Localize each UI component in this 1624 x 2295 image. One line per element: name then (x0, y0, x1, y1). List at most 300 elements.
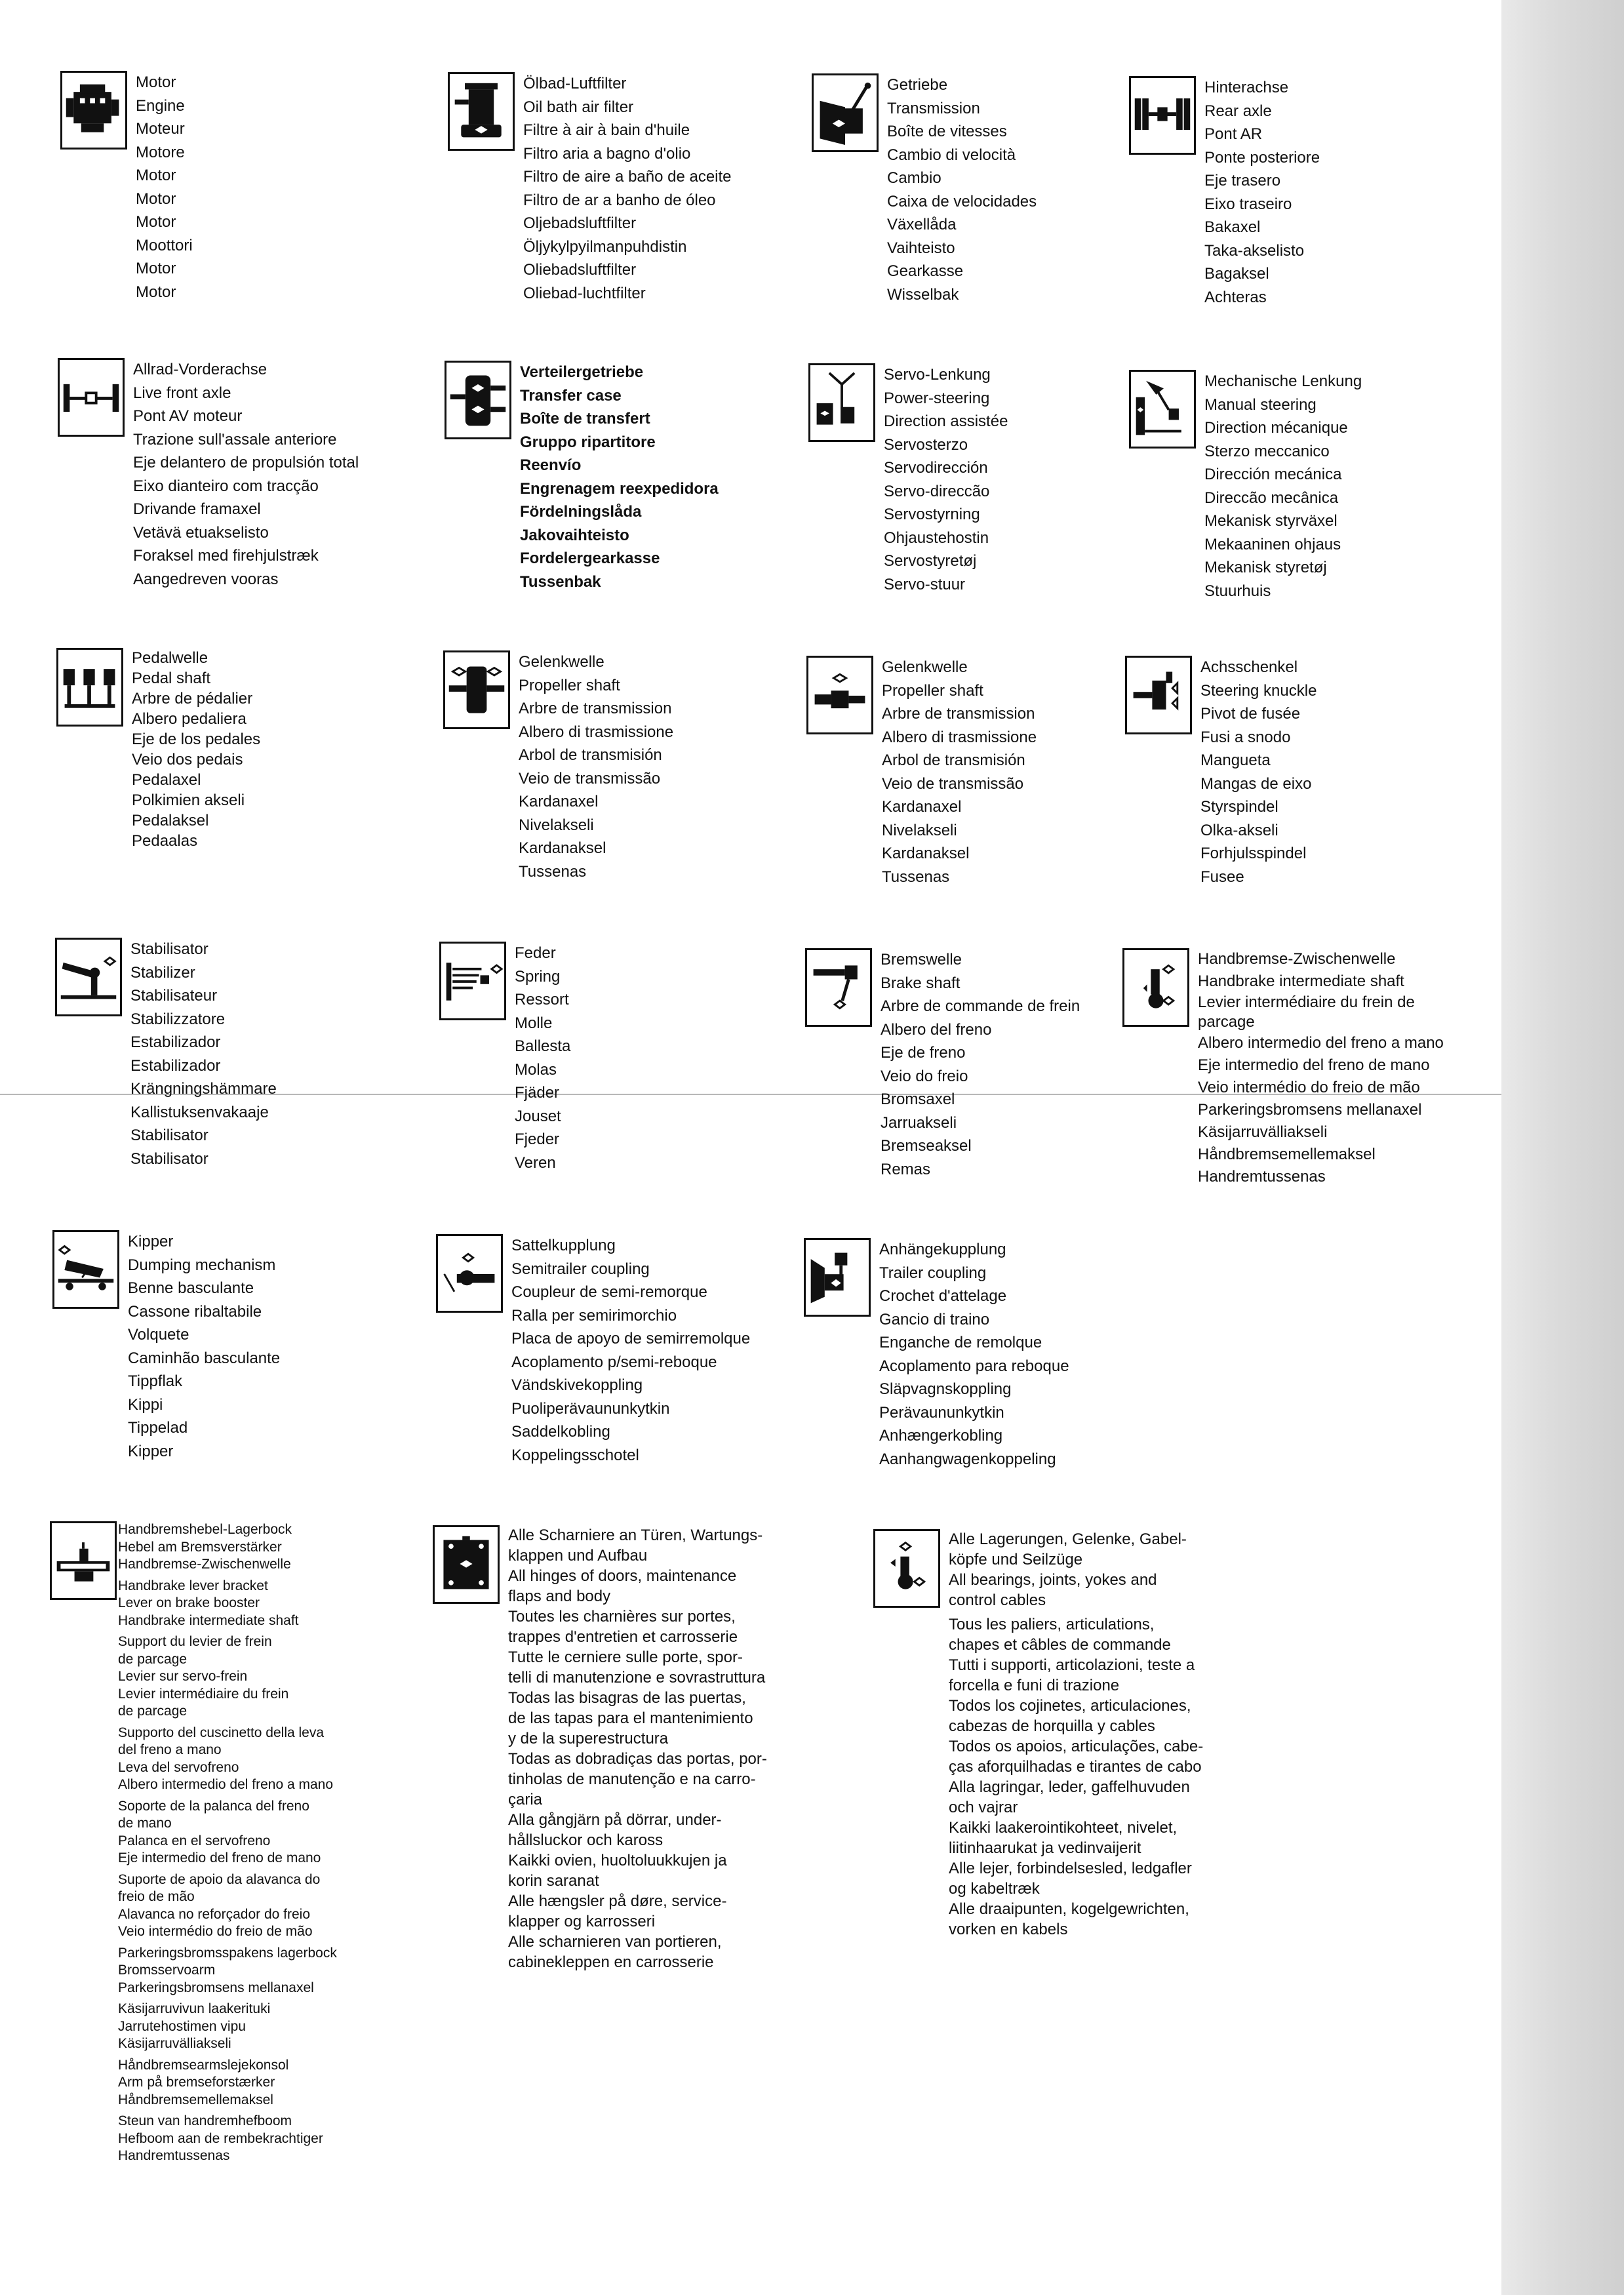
line: Pedaalas (132, 832, 198, 850)
line: Mangueta (1200, 751, 1271, 769)
line: Levier intermédiaire du frein (118, 1686, 289, 1702)
line: hållsluckor och kaross (508, 1831, 663, 1849)
line: Benne basculante (128, 1279, 254, 1297)
line: Handbremse-Zwischenwelle (118, 1557, 291, 1572)
bearings-joints-icon (873, 1529, 940, 1608)
manual-steering-icon (1129, 370, 1196, 449)
line: Kardanaxel (882, 798, 962, 816)
line: Filtro de ar a banho de óleo (523, 191, 716, 209)
line: Jarrutehostimen vipu (118, 2018, 246, 2034)
line: Nivelakseli (882, 821, 957, 839)
line: Saddelkobling (511, 1423, 610, 1441)
line: Eje de los pedales (132, 730, 261, 748)
line: Feder (515, 944, 556, 962)
line: Kaikki laakerointikohteet, nivelet, (949, 1819, 1178, 1837)
line: Växellåda (887, 216, 957, 233)
line: Forhjulsspindel (1200, 845, 1307, 862)
line: Arbre de pédalier (132, 690, 253, 708)
line: Cambio (887, 169, 941, 187)
line: All bearings, joints, yokes and (949, 1571, 1157, 1589)
line: Handbrake intermediate shaft (1198, 972, 1404, 990)
line: Veio de transmissão (882, 774, 1024, 793)
front-axle-icon (58, 358, 125, 437)
brake-shaft-icon (805, 948, 872, 1027)
line: Engrenagem reexpedidora (520, 479, 719, 498)
line: Oliebadsluftfilter (523, 261, 637, 279)
line: Mekaaninen ohjaus (1204, 535, 1341, 553)
line: Kallistuksenvakaaje (130, 1103, 269, 1121)
line: Todas as dobradiças das portas, por- (508, 1750, 767, 1768)
line: del freno a mano (118, 1742, 222, 1757)
line: Servo-Lenkung (884, 366, 991, 384)
line: Placa de apoyo de semirremolque (511, 1330, 751, 1347)
line: Acoplamento para reboque (879, 1357, 1069, 1375)
line: Fjäder (515, 1084, 560, 1102)
line: Brake shaft (881, 974, 961, 992)
line: Aanhangwagenkoppeling (879, 1450, 1056, 1468)
line: Albero del freno (881, 1020, 992, 1039)
steering-knuckle-icon (1125, 656, 1192, 734)
line: Alla lagringar, leder, gaffelhuvuden (949, 1778, 1190, 1796)
line: Veio intermédio do freio de mão (1198, 1079, 1420, 1096)
line: Alle hængsler på døre, service- (508, 1892, 727, 1910)
line: Arbre de transmission (882, 705, 1035, 723)
line: Mekanisk styretøj (1204, 559, 1327, 576)
line: Toutes les charnières sur portes, (508, 1608, 736, 1626)
line: Kipper (128, 1233, 174, 1250)
line: chapes et câbles de commande (949, 1636, 1171, 1654)
line: Direction mécanique (1204, 419, 1348, 437)
handbrake-intermediate-shaft-icon (1122, 948, 1189, 1027)
line: Håndbremsemellemaksel (118, 2092, 273, 2107)
line: Hefboom aan de rembekrachtiger (118, 2130, 323, 2146)
line: Motor (136, 283, 176, 301)
line: Alavanca no reforçador do freio (118, 1906, 311, 1922)
line: Palanca en el servofreno (118, 1833, 271, 1848)
rear-axle-icon (1129, 76, 1196, 155)
line: Levier sur servo-frein (118, 1669, 248, 1684)
line: Olka-akseli (1200, 821, 1278, 839)
handbrake-lever-bracket-translations (118, 1521, 420, 2165)
line: Handbrake lever bracket (118, 1578, 268, 1593)
dumping-mechanism-icon (52, 1230, 119, 1309)
line: Pedalwelle (132, 649, 208, 667)
line: Pont AR (1204, 125, 1263, 143)
line: Foraksel med firehjulstræk (133, 547, 319, 565)
line: Ohjaustehostin (884, 529, 989, 547)
line: Molas (515, 1060, 557, 1079)
line: Arbre de commande de frein (881, 997, 1080, 1015)
line: forcella e funi di trazione (949, 1677, 1120, 1694)
line: Parkeringsbromsens mellanaxel (118, 1980, 314, 1995)
transmission-translations (887, 73, 1169, 306)
line: Todas las bisagras de las puertas, (508, 1689, 746, 1707)
semitrailer-coupling-icon (436, 1234, 503, 1313)
line: parcage (1198, 1013, 1255, 1031)
line: Motor (136, 167, 176, 184)
line: Stabilisator (130, 940, 208, 958)
line: Servosterzo (884, 435, 968, 454)
line: ças aforquilhadas e tirantes de cabo (949, 1758, 1202, 1776)
line: Fjeder (515, 1130, 560, 1148)
line: Pedalaxel (132, 771, 201, 789)
line: Alle scharnieren van portieren, (508, 1933, 722, 1951)
line: Achsschenkel (1200, 658, 1298, 676)
door-hinges-translations (508, 1525, 803, 1972)
line: Gelenkwelle (519, 653, 604, 671)
line: Kardanaksel (519, 839, 606, 857)
spring-icon (439, 942, 506, 1020)
line: korin saranat (508, 1872, 599, 1890)
line: Ralla per semirimorchio (511, 1306, 677, 1325)
line: Handremtussenas (1198, 1168, 1326, 1186)
line: Todos os apoios, articulações, cabe- (949, 1738, 1204, 1755)
pedal-shaft-icon (56, 648, 123, 727)
line: Oliebad-luchtfilter (523, 284, 646, 302)
line: Pedalaksel (132, 812, 209, 829)
line: All hinges of doors, maintenance (508, 1567, 737, 1585)
line: Albero di trasmissione (882, 728, 1037, 746)
line: Gearkasse (887, 262, 964, 280)
line: Tussenas (519, 862, 587, 881)
line: Soporte de la palanca del freno (118, 1798, 309, 1814)
line: trappes d'entretien et carrosserie (508, 1628, 738, 1646)
line: Ölbad-Luftfilter (523, 75, 627, 92)
bearings-joints-translations (949, 1529, 1237, 1940)
line: Nivelakseli (519, 816, 594, 834)
line: Rear axle (1204, 102, 1272, 120)
line: Stabilisator (130, 1149, 208, 1168)
handbrake-intermediate-shaft-translations (1198, 948, 1480, 1188)
semitrailer-coupling-translations (511, 1234, 793, 1467)
line: Servostyretøj (884, 552, 977, 570)
dumping-mechanism-translations (128, 1230, 410, 1463)
rear-axle-translations (1204, 76, 1486, 309)
line: Motor (136, 73, 176, 91)
line: Semitrailer coupling (511, 1260, 650, 1278)
line: Tippelad (128, 1419, 188, 1437)
line: Coupleur de semi-remorque (511, 1283, 707, 1301)
transfer-case-icon (445, 361, 511, 439)
line: Käsijarruvivun laakerituki (118, 2001, 271, 2016)
line: Todos los cojinetes, articulaciones, (949, 1697, 1191, 1715)
line: Stabilizer (130, 963, 195, 982)
line: Direction assistée (884, 412, 1008, 430)
line: Moottori (136, 236, 193, 254)
engine-translations (136, 71, 418, 304)
line: Arbol de transmisión (882, 751, 1025, 769)
line: klapper og karrosseri (508, 1913, 656, 1930)
line: Steun van handremhefboom (118, 2113, 292, 2128)
line: vorken en kabels (949, 1921, 1068, 1938)
line: Eje de freno (881, 1044, 966, 1062)
line: Hinterachse (1204, 79, 1289, 96)
line: Krängningshämmare (130, 1080, 277, 1098)
line: Direccão mecânica (1204, 489, 1339, 507)
line: Getriebe (887, 76, 948, 94)
line: Bagaksel (1204, 265, 1269, 283)
line: Jakovaihteisto (520, 526, 629, 544)
line: Albero intermedio del freno a mano (1198, 1034, 1444, 1052)
page-edge-shadow (1501, 0, 1624, 2295)
line: Pedal shaft (132, 669, 211, 687)
line: Motore (136, 143, 185, 161)
line: Live front axle (133, 384, 231, 402)
line: Hebel am Bremsverstärker (118, 1539, 282, 1555)
line: cabezas de horquilla y cables (949, 1717, 1155, 1735)
line: Handremtussenas (118, 2148, 230, 2163)
line: Fordelergearkasse (520, 549, 660, 567)
line: Sattelkupplung (511, 1237, 616, 1254)
line: Veio do freio (881, 1067, 968, 1085)
trailer-coupling-icon (804, 1238, 871, 1317)
line: Bakaxel (1204, 218, 1261, 236)
line: Pivot de fusée (1200, 705, 1301, 723)
handbrake-lever-bracket-icon (50, 1521, 117, 1600)
line: Manual steering (1204, 395, 1317, 414)
propeller-shaft-2-icon (806, 656, 873, 734)
line: Anhængerkobling (879, 1427, 1003, 1445)
line: Levier intermédiaire du frein de (1198, 993, 1415, 1011)
line: Remas (881, 1160, 931, 1178)
line: Mekanisk styrväxel (1204, 512, 1337, 530)
line: freio de mão (118, 1889, 195, 1904)
line: Håndbremsemellemaksel (1198, 1146, 1376, 1163)
line: Fusi a snodo (1200, 728, 1291, 746)
line: Veio intermédio do freio de mão (118, 1924, 313, 1939)
line: Handbremse-Zwischenwelle (1198, 950, 1396, 968)
manual-steering-translations (1204, 370, 1486, 603)
line: Lever on brake booster (118, 1595, 260, 1610)
line: Boîte de vitesses (887, 123, 1007, 140)
line: Sterzo meccanico (1204, 442, 1330, 460)
line: och vajrar (949, 1799, 1018, 1816)
line: Reenvío (520, 456, 582, 474)
line: Eje trasero (1204, 172, 1281, 190)
line: Spring (515, 967, 561, 986)
power-steering-icon (808, 363, 875, 442)
line: Estabilizador (130, 1033, 221, 1051)
line: Tous les paliers, articulations, (949, 1616, 1155, 1633)
line: Support du levier de frein (118, 1634, 272, 1649)
line: de mano (118, 1816, 172, 1831)
line: Alle Scharniere an Türen, Wartungs- (508, 1527, 763, 1544)
line: Styrspindel (1200, 798, 1278, 816)
line: Kardanaksel (882, 845, 970, 862)
line: Transfer case (520, 386, 622, 405)
line: control cables (949, 1591, 1046, 1609)
steering-knuckle-translations (1200, 656, 1482, 888)
line: Gelenkwelle (882, 658, 968, 676)
line: Ballesta (515, 1037, 571, 1055)
line: de las tapas para el mantenimiento (508, 1709, 753, 1727)
line: Fördelningslåda (520, 503, 642, 521)
propeller-shaft-icon (443, 650, 510, 729)
line: Eje intermedio del freno de mano (1198, 1056, 1430, 1074)
line: Kardanaxel (519, 793, 599, 810)
line: Vaihteisto (887, 239, 955, 257)
line: de parcage (118, 1651, 188, 1667)
line: Suporte de apoio da alavanca do (118, 1871, 321, 1887)
power-steering-translations (884, 363, 1166, 596)
line: Koppelingsschotel (511, 1446, 639, 1464)
line: Drivande framaxel (133, 500, 261, 518)
line: Achteras (1204, 288, 1267, 306)
line: Caixa de velocidades (887, 192, 1037, 210)
spring-translations (515, 942, 797, 1174)
line: Wisselbak (887, 285, 959, 304)
line: Eixo traseiro (1204, 195, 1292, 213)
line: Stabilisator (130, 1127, 208, 1144)
transmission-icon (812, 73, 879, 152)
line: Power-steering (884, 389, 990, 407)
brake-shaft-translations (881, 948, 1162, 1181)
line: Servostyrning (884, 506, 980, 523)
line: Mangas de eixo (1200, 774, 1312, 793)
line: Eje intermedio del freno de mano (118, 1850, 321, 1866)
line: Servodirección (884, 459, 988, 477)
line: de parcage (118, 1704, 188, 1719)
line: Trazione sull'assale anteriore (133, 430, 337, 449)
line: Oil bath air filter (523, 98, 634, 116)
line: Aangedreven vooras (133, 570, 279, 588)
line: Öljykylpyilmanpuhdistin (523, 237, 687, 256)
line: klappen und Aufbau (508, 1547, 648, 1565)
line: Bremseaksel (881, 1137, 972, 1155)
line: Filtro aria a bagno d'olio (523, 144, 691, 163)
line: Ressort (515, 991, 569, 1008)
line: Alle Lagerungen, Gelenke, Gabel- (949, 1530, 1187, 1548)
line: Propeller shaft (519, 676, 620, 694)
line: Transmission (887, 99, 980, 117)
line: köpfe und Seilzüge (949, 1551, 1083, 1568)
line: Veio de transmissão (519, 769, 661, 788)
line: Cambio di velocità (887, 146, 1016, 164)
line: Käsijarruvälliakseli (1198, 1123, 1328, 1141)
line: Pont AV moteur (133, 407, 243, 425)
line: og kabeltræk (949, 1880, 1040, 1898)
line: Motor (136, 190, 176, 208)
line: Arm på bremseforstærker (118, 2075, 275, 2090)
line: Vändskivekoppling (511, 1376, 643, 1394)
line: cabinekleppen en carrosserie (508, 1953, 714, 1971)
line: y de la superestructura (508, 1730, 669, 1747)
line: Enganche de remolque (879, 1334, 1042, 1351)
line: Servo-direccão (884, 482, 990, 500)
line: Caminhão basculante (128, 1349, 281, 1367)
line: Bromsservoarm (118, 1963, 216, 1978)
line: Verteilergetriebe (520, 363, 644, 381)
line: Propeller shaft (882, 681, 983, 700)
line: Ponte posteriore (1204, 148, 1320, 167)
line: liitinhaarukat ja vedinvaijerit (949, 1839, 1141, 1857)
propeller-shaft-translations (519, 650, 801, 883)
line: Veren (515, 1153, 556, 1172)
line: Bromsaxel (881, 1090, 955, 1108)
front-axle-translations (133, 358, 415, 591)
line: Steering knuckle (1200, 681, 1317, 700)
line: Veio dos pedais (132, 751, 243, 768)
line: Stuurhuis (1204, 582, 1271, 600)
line: Estabilizador (130, 1056, 221, 1075)
line: Tussenas (882, 868, 950, 886)
line: Acoplamento p/semi-reboque (511, 1353, 717, 1371)
line: Anhängekupplung (879, 1241, 1006, 1258)
line: Albero intermedio del freno a mano (118, 1777, 334, 1792)
line: Handbremshebel-Lagerbock (118, 1522, 292, 1537)
line: Trailer coupling (879, 1264, 987, 1282)
line: Kipper (128, 1442, 174, 1460)
line: Motor (136, 260, 176, 277)
line: Käsijarruvälliakseli (118, 2036, 231, 2051)
line: Servo-stuur (884, 575, 966, 593)
line: Filtro de aire a baño de aceite (523, 168, 732, 186)
line: Filtre à air à bain d'huile (523, 121, 690, 139)
line: Perävaununkytkin (879, 1403, 1004, 1422)
line: Jouset (515, 1107, 561, 1125)
line: Håndbremsearmslejekonsol (118, 2057, 289, 2073)
line: tinholas de manutenção e na carro- (508, 1770, 756, 1788)
door-hinge-icon (433, 1525, 500, 1604)
line: Parkeringsbromsspakens lagerbock (118, 1945, 337, 1961)
engine-icon (60, 71, 127, 150)
line: Handbrake intermediate shaft (118, 1612, 299, 1628)
line: Allrad-Vorderachse (133, 361, 267, 378)
line: Stabilizzatore (130, 1010, 226, 1028)
line: Leva del servofreno (118, 1759, 239, 1775)
line: çaria (508, 1791, 543, 1808)
line: Motor (136, 213, 176, 231)
line: Puoliperävaununkytkin (511, 1399, 670, 1418)
line: Arbol de transmisión (519, 746, 662, 764)
line: Volquete (128, 1326, 189, 1344)
line: telli di manutenzione e sovrastruttura (508, 1669, 766, 1686)
line: Molle (515, 1014, 553, 1032)
line: Moteur (136, 120, 185, 138)
line: Alle lejer, forbindelsesled, ledgafler (949, 1860, 1192, 1877)
line: Cassone ribaltabile (128, 1302, 262, 1321)
stabilizer-icon (55, 938, 122, 1016)
line: Dumping mechanism (128, 1256, 276, 1274)
line: Alla gångjärn på dörrar, under- (508, 1811, 722, 1829)
oil-bath-air-filter-icon (448, 72, 515, 151)
line: Mechanische Lenkung (1204, 372, 1362, 390)
line: Alle draaipunten, kogelgewrichten, (949, 1900, 1189, 1918)
line: Arbre de transmission (519, 700, 672, 717)
line: Crochet d'attelage (879, 1287, 1007, 1305)
line: Eje delantero de propulsión total (133, 454, 359, 471)
line: Gruppo ripartitore (520, 433, 656, 451)
line: Tippflak (128, 1372, 183, 1390)
line: Släpvagnskoppling (879, 1380, 1012, 1398)
line: flaps and body (508, 1587, 611, 1605)
stabilizer-translations (130, 938, 412, 1170)
line: Supporto del cuscinetto della leva (118, 1725, 325, 1740)
line: Bremswelle (881, 951, 962, 968)
line: Polkimien akseli (132, 791, 245, 809)
line: Stabilisateur (130, 987, 218, 1005)
line: Albero pedaliera (132, 710, 247, 728)
line: Oljebadsluftfilter (523, 214, 637, 232)
line: Kippi (128, 1395, 163, 1414)
line: Taka-akselisto (1204, 241, 1305, 260)
line: Eixo dianteiro com tracção (133, 477, 319, 495)
line: Parkeringsbromsens mellanaxel (1198, 1101, 1422, 1119)
line: Boîte de transfert (520, 410, 650, 428)
line: Dirección mecánica (1204, 466, 1342, 483)
line: Fusee (1200, 868, 1244, 886)
line: Gancio di traino (879, 1310, 990, 1328)
